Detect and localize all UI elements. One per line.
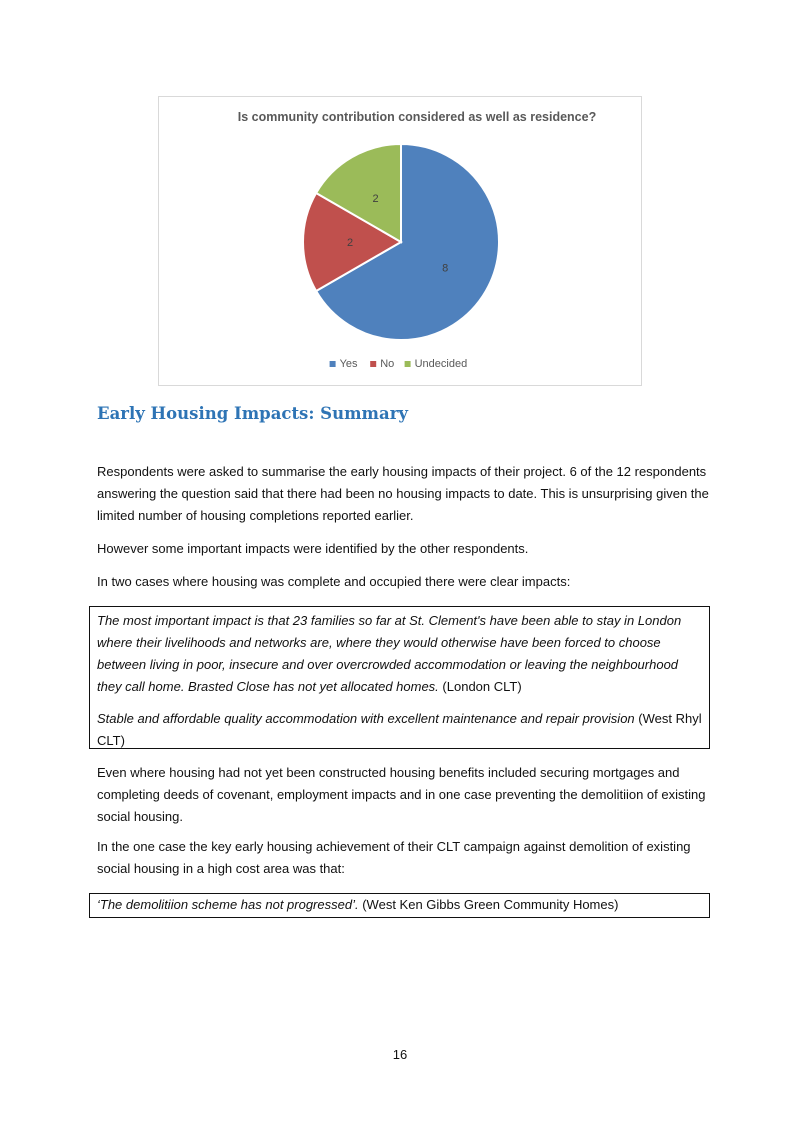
paragraph-other-respondents: However some important impacts were identified by the other respondents. [97,541,529,556]
quote-london-clt [97,610,702,698]
legend-swatch-undecided [405,361,411,367]
pie-chart [158,96,642,386]
quote-west-ken [97,894,702,916]
quote-west-rhyl-clt-text: Stable and affordable quality accommodation with excellent maintenance and repair provision [97,711,635,726]
page-number: 16 [392,1047,408,1062]
quote-west-ken-source: (West Ken Gibbs Green Community Homes) [362,897,619,912]
pie-slices [303,144,499,340]
legend-label-undecided: Undecided [414,358,468,370]
quote-london-clt-text: The most important impact is that 23 families so far at St. Clement's have been able to stay in London where their livelihoods and networks are, where they would otherwise have been forced to choose between living in poor, insecure and over overcrowded accommodation or leaving the neighbourhood they call home. Brasted Close has not yet allocated homes. [97,613,682,694]
pie-slice-label-yes: 8 [442,262,449,275]
quote-london-clt-source: (London CLT) [442,679,522,694]
quote-west-rhyl-clt [97,708,702,752]
paragraph-two-cases: In two cases where housing was complete and occupied there were clear impacts: [97,574,571,589]
chart-legend [330,358,468,370]
pie-slice-label-undecided: 2 [372,192,379,205]
chart-title: Is community contribution considered as well as residence? [237,110,597,124]
legend-swatch-yes [330,361,336,367]
pie-slice-label-no: 2 [346,237,354,249]
pie-chart-svg [159,97,643,387]
legend-swatch-no [370,361,376,367]
quote-west-ken-text: ‘The demolitiion scheme has not progressed’. [97,897,359,912]
section-heading: Early Housing Impacts: Summary [97,404,408,423]
legend-label-yes: Yes [339,358,358,370]
quote-west-rhyl-clt-source: (West Rhyl CLT) [97,711,702,748]
legend-label-no: No [380,358,395,370]
quote-box-impacts [89,606,710,749]
paragraph-intro: Respondents were asked to summarise the early housing impacts of their project. 6 of the 12 respondents answering the question said that there had been no housing impacts to date. This is unsurprising given the limited number of housing completions reported earlier. [97,464,709,523]
paragraph-benefits: Even where housing had not yet been constructed housing benefits included securing mortgages and completing deeds of covenant, employment impacts and in one case preventing the demolitiion of existing social housing. [97,765,706,824]
paragraph-key-achievement: In the one case the key early housing achievement of their CLT campaign against demolition of existing social housing in a high cost area was that: [97,839,691,876]
quote-box-demolition [89,893,710,918]
